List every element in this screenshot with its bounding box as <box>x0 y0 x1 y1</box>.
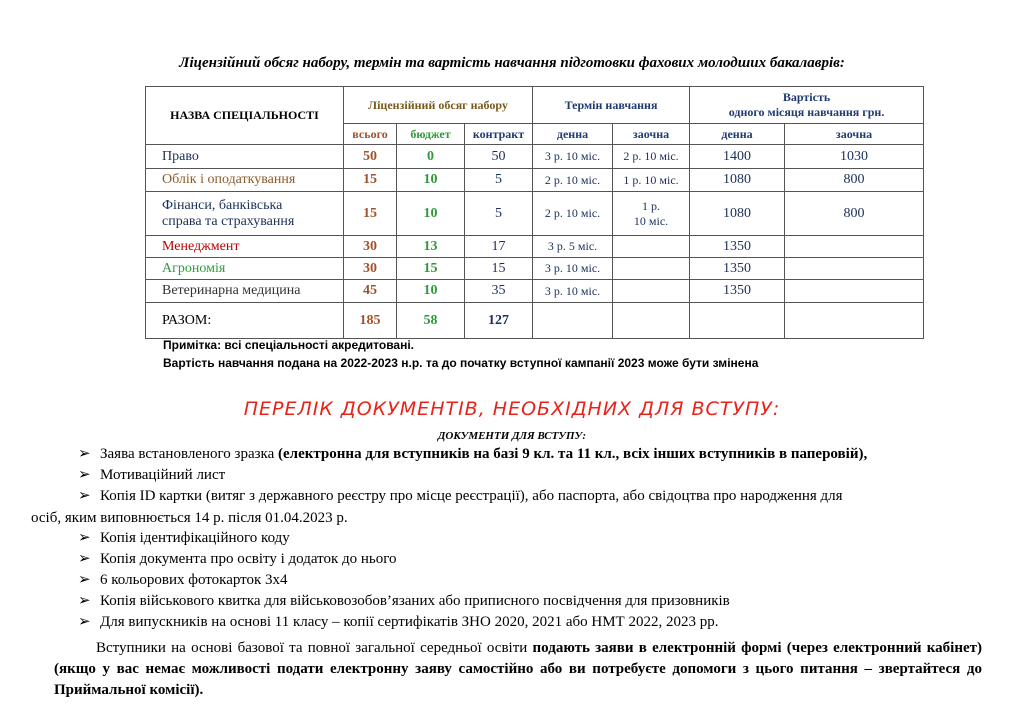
cell-term-parttime <box>613 236 690 258</box>
subheader-cost-fulltime: денна <box>690 124 785 145</box>
total-label: РАЗОМ: <box>146 303 344 339</box>
item-text: Для випускників на основі 11 класу – копії сертифікатів ЗНО 2020, 2021 або НМТ 2022, 2023 рр. <box>100 614 719 630</box>
table-row <box>146 145 924 169</box>
cell-term-parttime: 1 р. 10 міс. <box>613 169 690 192</box>
arrow-bullet-icon: ➢ <box>78 593 91 609</box>
total-empty-cell <box>613 303 690 339</box>
list-item <box>78 465 983 486</box>
term-parttime-line1: 1 р. <box>642 198 661 213</box>
specialty-name <box>146 192 344 236</box>
arrow-bullet-icon: ➢ <box>78 530 91 546</box>
cell-cost-fulltime: 1350 <box>690 258 785 280</box>
cell-total: 50 <box>344 145 397 169</box>
cell-term-parttime: 2 р. 10 міс. <box>613 145 690 169</box>
header-specialty: НАЗВА СПЕЦІАЛЬНОСТІ <box>146 87 344 145</box>
item-text-bold: (електронна для вступників на базі 9 кл. та 11 кл., всіх інших вступників в паперовій), <box>278 446 868 462</box>
list-item <box>78 549 983 570</box>
cell-budget: 15 <box>397 258 465 280</box>
specialty-name: Ветеринарна медицина <box>146 280 344 303</box>
documents-heading: ПЕРЕЛІК ДОКУМЕНТІВ, НЕОБХІДНИХ ДЛЯ ВСТУПУ: <box>243 398 781 420</box>
item-text: Заява встановленого зразка <box>100 446 279 462</box>
list-item-continuation: осіб, яким виповнюється 14 р. після 01.04.2023 р. <box>31 510 348 526</box>
cell-term-fulltime: 2 р. 10 міс. <box>533 192 613 236</box>
arrow-bullet-icon: ➢ <box>78 614 91 630</box>
item-text: Копія ID картки (витяг з державного реєстру про місце реєстрації), або паспорта, або свідоцтва про народження для <box>100 488 843 504</box>
cell-contract: 17 <box>465 236 533 258</box>
total-empty-cell <box>533 303 613 339</box>
list-item <box>78 486 983 507</box>
cell-cost-parttime: 1030 <box>785 145 924 169</box>
total-empty-cell <box>690 303 785 339</box>
item-text: Копія ідентифікаційного коду <box>100 530 290 546</box>
documents-subheading: ДОКУМЕНТИ ДЛЯ ВСТУПУ: <box>437 430 587 442</box>
cell-cost-parttime <box>785 280 924 303</box>
table-total-row <box>146 303 924 339</box>
subheader-term-parttime: заочна <box>613 124 690 145</box>
specialty-name: Менеджмент <box>146 236 344 258</box>
specialty-name: Облік і оподаткування <box>146 169 344 192</box>
cell-cost-parttime: 800 <box>785 192 924 236</box>
header-cost-line1: Вартість <box>782 90 831 104</box>
header-cost-line2: одного місяця навчання грн. <box>728 105 885 119</box>
cell-total: 15 <box>344 169 397 192</box>
list-item <box>78 444 983 465</box>
cell-term-parttime <box>613 280 690 303</box>
final-paragraph <box>54 638 982 701</box>
cell-term-fulltime: 3 р. 10 міс. <box>533 280 613 303</box>
arrow-bullet-icon: ➢ <box>78 488 91 504</box>
cell-budget: 10 <box>397 192 465 236</box>
total-total: 185 <box>344 303 397 339</box>
table-row <box>146 192 924 236</box>
list-item <box>78 591 983 612</box>
item-text: 6 кольорових фотокарток 3х4 <box>100 572 288 588</box>
cell-total: 15 <box>344 192 397 236</box>
cell-total: 45 <box>344 280 397 303</box>
cell-cost-fulltime: 1080 <box>690 192 785 236</box>
specialty-name: Агрономія <box>146 258 344 280</box>
specialty-name-line2: справа та страхування <box>162 213 295 229</box>
final-text: Вступники на основі базової та повної загальної середньої освіти <box>96 640 533 656</box>
arrow-bullet-icon: ➢ <box>78 446 91 462</box>
specialty-name-line1: Фінанси, банківська <box>162 197 283 213</box>
cell-contract: 50 <box>465 145 533 169</box>
term-parttime-line2: 10 міс. <box>633 213 669 228</box>
header-cost <box>690 87 924 124</box>
cell-total: 30 <box>344 236 397 258</box>
cell-cost-fulltime: 1350 <box>690 236 785 258</box>
cell-cost-parttime <box>785 236 924 258</box>
cell-cost-fulltime: 1080 <box>690 169 785 192</box>
total-budget: 58 <box>397 303 465 339</box>
table-row <box>146 236 924 258</box>
cell-budget: 0 <box>397 145 465 169</box>
list-item <box>78 570 983 591</box>
total-empty-cell <box>785 303 924 339</box>
cell-term-parttime <box>613 258 690 280</box>
documents-list <box>78 444 983 633</box>
cell-term-fulltime: 3 р. 10 міс. <box>533 258 613 280</box>
cell-cost-parttime: 800 <box>785 169 924 192</box>
arrow-bullet-icon: ➢ <box>78 551 91 567</box>
specialty-name: Право <box>146 145 344 169</box>
cell-cost-fulltime: 1400 <box>690 145 785 169</box>
total-contract: 127 <box>465 303 533 339</box>
subheader-contract: контракт <box>465 124 533 145</box>
cell-total: 30 <box>344 258 397 280</box>
table-row <box>146 258 924 280</box>
cell-contract: 5 <box>465 192 533 236</box>
note-accreditation: Примітка: всі спеціальності акредитовані. <box>163 338 415 352</box>
table-row <box>146 280 924 303</box>
list-item <box>78 612 983 633</box>
license-table <box>145 86 924 339</box>
table-row <box>146 169 924 192</box>
subheader-cost-parttime: заочна <box>785 124 924 145</box>
notes-block <box>163 336 758 372</box>
cell-contract: 15 <box>465 258 533 280</box>
arrow-bullet-icon: ➢ <box>78 572 91 588</box>
final-text-bold: подають заяви в електронній формі (через електронний кабінет) (якщо у вас немає можливості подати електронну заяву самостійно або ви потребуєте допомоги з цього питання – звертайтеся до Приймальної комісії). <box>54 640 982 698</box>
note-cost: Вартість навчання подана на 2022-2023 н.р. та до початку вступної кампанії 2023 може бути змінена <box>163 356 759 370</box>
cell-term-fulltime: 2 р. 10 міс. <box>533 169 613 192</box>
cell-term-fulltime: 3 р. 5 міс. <box>533 236 613 258</box>
page-title: Ліцензійний обсяг набору, термін та вартість навчання підготовки фахових молодших бакалаврів: <box>179 55 845 71</box>
cell-cost-fulltime: 1350 <box>690 280 785 303</box>
subheader-budget: бюджет <box>397 124 465 145</box>
item-text: Копія військового квитка для військовозобов’язаних або приписного посвідчення для призовників <box>100 593 730 609</box>
list-item <box>78 528 983 549</box>
cell-contract: 35 <box>465 280 533 303</box>
arrow-bullet-icon: ➢ <box>78 467 91 483</box>
cell-term-fulltime: 3 р. 10 міс. <box>533 145 613 169</box>
cell-budget: 10 <box>397 280 465 303</box>
cell-term-parttime <box>613 192 690 236</box>
item-text: Копія документа про освіту і додаток до нього <box>100 551 397 567</box>
cell-budget: 13 <box>397 236 465 258</box>
item-text: Мотиваційний лист <box>100 467 226 483</box>
cell-contract: 5 <box>465 169 533 192</box>
subheader-term-fulltime: денна <box>533 124 613 145</box>
header-license: Ліцензійний обсяг набору <box>344 87 533 124</box>
header-term: Термін навчання <box>533 87 690 124</box>
cell-cost-parttime <box>785 258 924 280</box>
cell-budget: 10 <box>397 169 465 192</box>
subheader-total: всього <box>344 124 397 145</box>
